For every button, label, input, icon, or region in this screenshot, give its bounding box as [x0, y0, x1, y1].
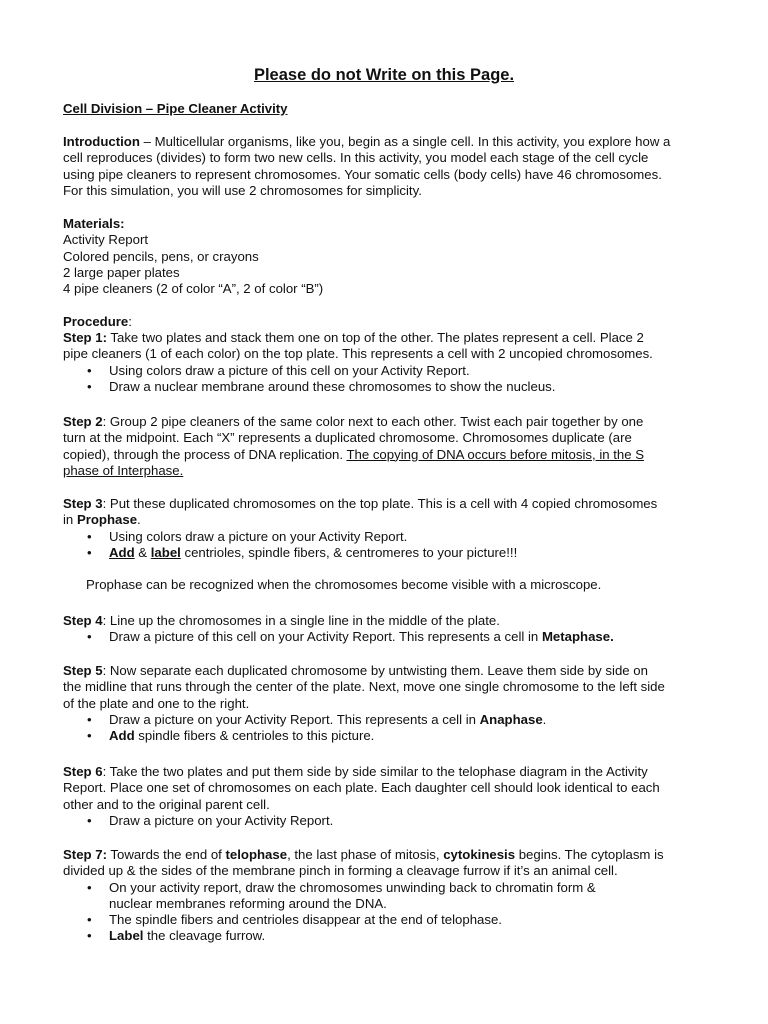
step-line	[63, 663, 713, 679]
step-text: : Put these duplicated chromosomes on the top plate. This is a cell with 4 copied chromosomes	[102, 496, 658, 511]
step-line	[63, 847, 713, 863]
underlined-text: The copying of DNA occurs before mitosis, in the S	[346, 446, 645, 462]
step-text: : Line up the chromosomes in a single line in the middle of the plate.	[102, 613, 500, 628]
intro-text: – Multicellular organisms, like you, begin as a single cell. In this activity, you explore how a	[139, 134, 671, 149]
step-text: : Take the two plates and put them side by side similar to the telophase diagram in the Activity	[102, 764, 648, 779]
procedure-heading-text: Procedure	[63, 314, 129, 329]
procedure-colon: :	[128, 314, 132, 329]
bullet-text: centrioles, spindle fibers, & centromeres to your picture!!!	[180, 544, 518, 560]
step-line: divided up & the sides of the membrane pinch in forming a cleavage furrow if it’s an animal cell.	[63, 863, 618, 879]
step-text: .	[137, 512, 141, 528]
step-line	[63, 496, 713, 512]
bullet-text: &	[134, 544, 151, 560]
bullet-item	[63, 928, 623, 944]
phase-name: Metaphase.	[541, 629, 614, 645]
activity-subtitle: Cell Division – Pipe Cleaner Activity	[63, 101, 288, 116]
step-text: , the last phase of mitosis,	[287, 847, 444, 862]
prophase-note: Prophase can be recognized when the chromosomes become visible with a microscope.	[86, 577, 602, 593]
step-line	[63, 613, 713, 629]
step-text: in	[63, 512, 77, 528]
bullet-item	[63, 545, 713, 561]
bullet-item: • Draw a picture on your Activity Report.	[63, 813, 713, 829]
step-line: other and to the original parent cell.	[63, 796, 270, 812]
step-line: the midline that runs through the center of the plate. Next, move one single chromosome to the left side	[63, 679, 665, 695]
step-text: copied), through the process of DNA replication.	[63, 446, 347, 462]
step-text: Take two plates and stack them one on top of the other. The plates represent a cell. Place 2	[106, 330, 644, 345]
materials-heading: Materials:	[63, 216, 125, 231]
bullet-item	[63, 629, 713, 645]
bullet-item	[63, 712, 713, 728]
step-4-bullets	[63, 629, 713, 645]
step-label: Step 5	[63, 663, 103, 678]
bullet-text: Draw a picture of this cell on your Activity Report. This represents a cell in	[109, 629, 542, 645]
materials-item: 2 large paper plates	[63, 264, 180, 280]
emphasis-add: Add	[109, 728, 135, 744]
step-line	[63, 447, 713, 463]
step-7-bullets	[63, 880, 623, 945]
step-line: turn at the midpoint. Each “X” represents a duplicated chromosome. Chromosomes duplicate (are	[63, 430, 632, 446]
step-text: : Group 2 pipe cleaners of the same color next to each other. Twist each pair together by one	[102, 414, 644, 429]
step-label: Step 2	[63, 414, 103, 429]
emphasis-label: label	[150, 544, 181, 560]
emphasis-label: Label	[109, 928, 144, 944]
step-6-bullets	[63, 813, 713, 829]
bullet-item: • The spindle fibers and centrioles disappear at the end of telophase.	[63, 912, 623, 928]
step-line: pipe cleaners (1 of each color) on the top plate. This represents a cell with 2 uncopied chromosomes.	[63, 346, 653, 362]
materials-section	[63, 216, 713, 297]
step-3	[63, 496, 713, 593]
step-4	[63, 613, 713, 646]
step-line	[63, 512, 713, 528]
intro-line	[63, 134, 713, 150]
step-1	[63, 330, 713, 395]
phase-name: telophase	[225, 847, 288, 862]
bullet-text: the cleavage furrow.	[143, 928, 266, 944]
materials-item: 4 pipe cleaners (2 of color “A”, 2 of color “B”)	[63, 281, 324, 297]
step-5-bullets	[63, 712, 713, 745]
page-title: Please do not Write on this Page.	[253, 66, 515, 84]
bullet-text: .	[542, 711, 547, 727]
step-line: of the plate and one to the right.	[63, 695, 250, 711]
emphasis-add: Add	[109, 544, 135, 560]
step-label: Step 6	[63, 764, 103, 779]
step-line	[63, 414, 713, 430]
step-7	[63, 847, 713, 945]
step-label: Step 3	[63, 496, 103, 511]
bullet-item: • Draw a nuclear membrane around these chromosomes to show the nucleus.	[63, 379, 713, 395]
step-5	[63, 663, 713, 744]
step-line	[63, 764, 713, 780]
phase-name: Prophase	[76, 512, 138, 528]
step-label: Step 1:	[63, 330, 107, 345]
intro-line: using pipe cleaners to represent chromosomes. Your somatic cells (body cells) have 46 chromosomes.	[63, 166, 662, 182]
bullet-item: • Using colors draw a picture on your Activity Report.	[63, 529, 713, 545]
step-1-bullets	[63, 363, 713, 396]
step-label: Step 4	[63, 613, 103, 628]
step-label: Step 7:	[63, 847, 107, 862]
introduction-paragraph	[63, 134, 713, 199]
intro-line: cell reproduces (divides) to form two new cells. In this activity, you model each stage of the cell cycle	[63, 150, 649, 166]
step-text: begins. The cytoplasm is	[515, 847, 664, 862]
step-text: Towards the end of	[106, 847, 226, 862]
step-text: : Now separate each duplicated chromosome by untwisting them. Leave them side by side on	[102, 663, 648, 678]
procedure-heading	[63, 314, 713, 330]
materials-item: Colored pencils, pens, or crayons	[63, 248, 259, 264]
underlined-text: phase of Interphase.	[63, 462, 184, 478]
step-2	[63, 414, 713, 479]
step-6	[63, 764, 713, 829]
phase-name: cytokinesis	[443, 847, 516, 862]
bullet-item: • On your activity report, draw the chromosomes unwinding back to chromatin form & nuclear membranes reforming around the DNA.	[63, 880, 623, 913]
step-3-bullets	[63, 529, 713, 562]
bullet-item	[63, 728, 713, 744]
phase-name: Anaphase	[479, 711, 543, 727]
bullet-item: • Using colors draw a picture of this cell on your Activity Report.	[63, 363, 713, 379]
step-line: Report. Place one set of chromosomes on each plate. Each daughter cell should look identical to each	[63, 780, 660, 796]
intro-heading: Introduction	[63, 134, 140, 149]
intro-line: For this simulation, you will use 2 chromosomes for simplicity.	[63, 182, 422, 198]
step-line	[63, 330, 713, 346]
bullet-text: Draw a picture on your Activity Report. This represents a cell in	[109, 711, 480, 727]
bullet-text: spindle fibers & centrioles to this picture.	[134, 728, 375, 744]
materials-item: Activity Report	[63, 232, 149, 248]
